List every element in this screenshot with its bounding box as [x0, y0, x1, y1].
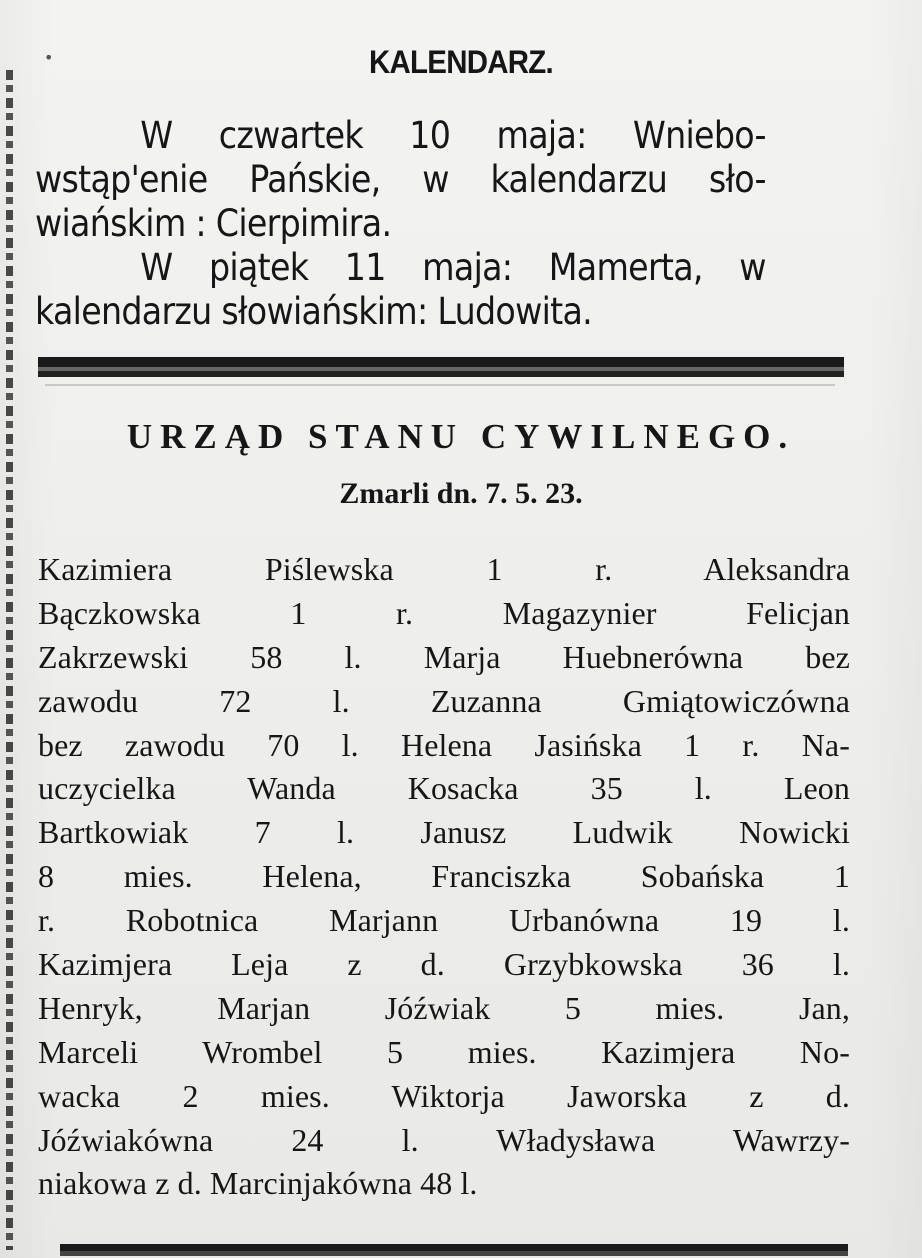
death-line-text: wacka 2 mies. Wiktorja Jaworska z d.	[38, 1077, 850, 1114]
calendar-line-text: kalendarzu słowiańskim: Ludowita.	[35, 290, 593, 333]
calendar-line	[35, 114, 766, 158]
death-line	[38, 1075, 850, 1119]
section-divider	[38, 357, 844, 377]
death-line	[38, 548, 850, 592]
calendar-line	[35, 290, 766, 334]
death-line-text: Bączkowska 1 r. Magazynier Felicjan	[38, 594, 850, 631]
registry-title: URZĄD STANU CYWILNEGO.	[126, 417, 796, 456]
death-line	[38, 636, 850, 680]
top-left-mark: •	[44, 48, 54, 67]
death-line	[38, 724, 850, 768]
calendar-line	[35, 246, 766, 290]
death-line-text: Bartkowiak 7 l. Janusz Ludwik Nowicki	[38, 814, 850, 851]
section-divider-light	[45, 384, 835, 386]
calendar-line-text: wiańskim : Cierpimira.	[35, 202, 392, 245]
death-line	[38, 1162, 478, 1206]
death-line	[38, 680, 850, 724]
scan-left-edge	[6, 70, 13, 1250]
death-line-text: Kazimjera Leja z d. Grzybkowska 36 l.	[38, 946, 850, 983]
calendar-line-text: wstąp'enie Pańskie, w kalendarzu sło-	[35, 158, 766, 201]
death-line	[38, 943, 850, 987]
death-line-text: uczycielka Wanda Kosacka 35 l. Leon	[38, 770, 850, 807]
bottom-divider	[60, 1244, 848, 1256]
death-line	[38, 1031, 850, 1075]
deaths-list	[38, 548, 850, 1206]
death-line-text: 8 mies. Helena, Franciszka Sobańska 1	[38, 858, 850, 895]
death-line	[38, 592, 850, 636]
death-line	[38, 811, 850, 855]
calendar-line-text: W czwartek 10 maja: Wniebo-	[140, 114, 766, 157]
death-line-text: Kazimiera Piślewska 1 r. Aleksandra	[38, 551, 850, 587]
death-line	[38, 767, 850, 811]
calendar-line	[35, 158, 766, 202]
calendar-title: KALENDARZ.	[369, 44, 553, 80]
registry-subtitle: Zmarli dn. 7. 5. 23.	[339, 477, 583, 510]
death-line	[38, 1119, 850, 1163]
calendar-line-text: W piątek 11 maja: Mamerta, w	[140, 246, 766, 289]
calendar-text-block	[35, 114, 847, 334]
death-line	[38, 855, 850, 899]
death-line-text: bez zawodu 70 l. Helena Jasińska 1 r. Na-	[38, 726, 850, 763]
death-line-text: r. Robotnica Marjann Urbanówna 19 l.	[38, 902, 850, 939]
death-line	[38, 899, 850, 943]
death-line-text: niakowa z d. Marcinjakówna 48 l.	[38, 1165, 478, 1202]
death-line-text: Jóźwiakówna 24 l. Władysława Wawrzy-	[38, 1121, 850, 1158]
death-line-text: Marceli Wrombel 5 mies. Kazimjera No-	[38, 1033, 850, 1070]
death-line	[38, 987, 850, 1031]
death-line-text: Henryk, Marjan Jóźwiak 5 mies. Jan,	[38, 989, 850, 1026]
calendar-line	[35, 202, 766, 246]
death-line-text: Zakrzewski 58 l. Marja Huebnerówna bez	[38, 638, 850, 675]
death-line-text: zawodu 72 l. Zuzanna Gmiątowiczówna	[38, 682, 850, 719]
